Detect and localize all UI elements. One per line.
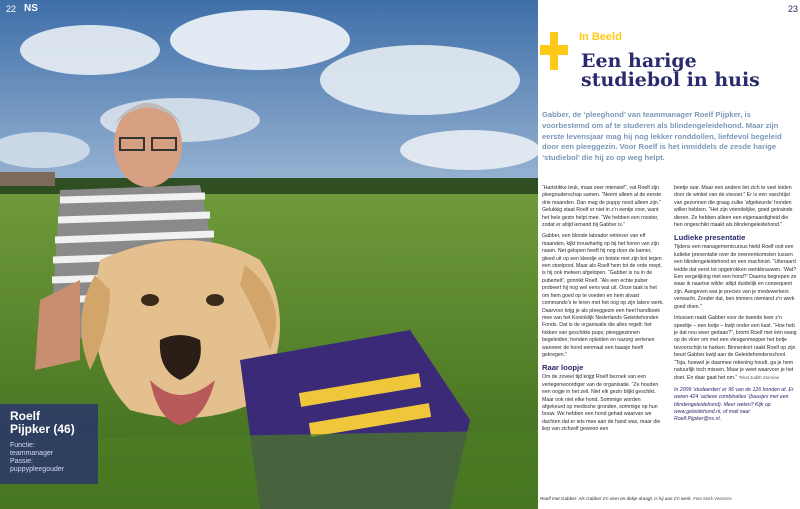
subheading-raar-loopje: Raar loopje: [542, 363, 584, 373]
body-paragraph: Gabber, een blonde labrador retriever van elf maanden, kijkt trouwhartig op bij het horen van zijn naam. Net gelopen heeft hij nog door de kamer, gleed uit op een kleedje en botste met zijn bol tegen een stoelpoot. Maar als Roelf hem tot de orde roept, is hij ook meteen afgelopen. “Gabber is nu in de puberteit”, grinnikt Roelf. “Als een echte puber probeert hij nog wel eens wat uit. Onze taak is het om hem goed op te voeden en hem alvast commando’s te leren met het oog op zijn latere werk. Daarvoor krijg je als pleeggezin een heel handboek mee van het Koninklijk Nederlands Geleidehonden Fonds. Dat is de organisatie die alles regelt: het fokken van geschikte pups; pleeggezinnen begeleiden; honden opleiden en nazorg verlenen wanneer de hond eenmaal een baasje heeft gekregen.”: [542, 233, 664, 358]
photo-caption-text: Roelf met Gabber. Als Gabber z’n riem en dekje draagt, is hij aan z’n werk.: [540, 496, 692, 501]
profile-function-value: teammanager: [10, 450, 54, 457]
article-column-2: [674, 185, 797, 428]
body-paragraph: beetje raar. Maar een andere liet zich te veel leiden door de winkel van de vissoer.” Er is een vaschtijst van gezonnen die graag zulke ‘afgekeurde’ honden willen hebben. “Het zijn vriendelijke, goed getrainde dieren. Ze hebben alleen een eigenaardigheid die hen ongeschikt maakt als blindengeleidehond.”: [674, 185, 793, 229]
profile-name-first: Roelf: [10, 409, 40, 423]
profile-name-last: Pijpker (46): [10, 422, 75, 436]
profile-passion-label: Passie:: [10, 458, 33, 465]
article-page: [538, 0, 800, 509]
profile-caption: [0, 404, 98, 484]
headline-line-1: Een harige: [581, 50, 697, 72]
page-number-left: 22: [6, 4, 17, 14]
plus-icon-horizontal: [540, 45, 568, 55]
article-headline: [581, 52, 799, 90]
profile-passion-value: puppypleegouder: [10, 466, 65, 473]
ns-logo: NS: [24, 3, 38, 14]
profile-function-label: Functie:: [10, 442, 35, 449]
closing-note: In 2009 ‘studeerden’ er 96 van de 126 honden af. Er waren 424 ‘actieve combinaties’ (baasjes met een blindengeleidehond). Meer weten? Kijk op www.geleidehond.nl, of mail naar Roelf.Pijpker@ns.nl.: [674, 386, 794, 423]
section-kicker: In Beeld: [579, 31, 622, 43]
headline-line-2: studiebol in huis: [581, 69, 760, 91]
subheading-ludieke-presentatie: Ludieke presentatie: [674, 233, 746, 243]
body-text: Intussen raakt Gabber voor de tweede keer z’n speeltje – een botje – kwijt onder een kast. “Hoe heb je dat nou weer gedaan?”, bromt Roelf met één wang op de vloer om met een vleugenmepper het botje tevoorschijn te harken. Binnenkort raakt Roelf op zijn beurt Gabber kwijt aan de Geleidehondenschool. “Tsja, hoewel je daarmee rekening houdt, ga je hem natuurlijk toch missen. Maar je weet waarvoor je het doet. En daar gaat het om.”: [674, 315, 797, 382]
body-paragraph: Om de zoveel tijd krijgt Roelf bezoek van een vertegenwoordiger van de organisatie. “Ze houden een oogje in het zeil. Niet elk gezin blijkt geschikt. Maar ook niet elke hond. Sommige worden afgekeurd op medische gronden, sommige op hun bouw. We hebben een hond gehad waarvan we dachten dat er iets mee aan de hand was, maar die liep van zichzelf gewoon een: [542, 374, 661, 433]
body-paragraph: “Hartstikke leuk, maar zeer intensief”, vat Roelf zijn pleegouderschap samen. “Neem alleen al de eerste drie maanden. Dan mag de puppy nooit alleen zijn.” Gelukkig staat Roelf er niet in z’n eentje voor, want het hele gezin helpt mee. “We hebben een rooster, zodat er altijd iemand bij Gabber is.”: [542, 185, 662, 229]
article-intro: Gabber, de ‘pleeghond’ van teammanager Roelf Pijpker, is voorbestemd om af te studeren als blindengeleidehond. Maar zijn eerste levensjaar mag hij nog lekker ronddollen, liefdevol begeleid door een pleeggezin. Voor Roelf is het inmiddels de zesde harige ‘studiebol’ die hij zo op weg helpt.: [542, 110, 782, 163]
photo-caption: [540, 496, 798, 501]
article-column-1: [542, 185, 665, 438]
body-paragraph: Tijdens een managementcursus hield Roelf ooit een ludieke presentatie over de overeenkomsten tussen een blindengeleidehond en een machinist. “Uiteraard leidde dat eerst tot opgetrokken wenkbrauwen. ‘Wat? Een vergelijking met een hond?’ Daarna begrepen ze waar ik naartoe wilde: altijd duidelijk en consequent zijn. Aangeven wat je precies van je medewerkers verwacht. Zonder dat, ben immers niemand z’n werk goed doen.”: [674, 244, 797, 310]
text-credit: Tekst Judith Zeeman: [738, 375, 780, 381]
page-number-right: 23: [787, 4, 798, 14]
photo-credit: Foto Mark Veenstra: [693, 496, 732, 501]
body-paragraph: [674, 315, 797, 383]
